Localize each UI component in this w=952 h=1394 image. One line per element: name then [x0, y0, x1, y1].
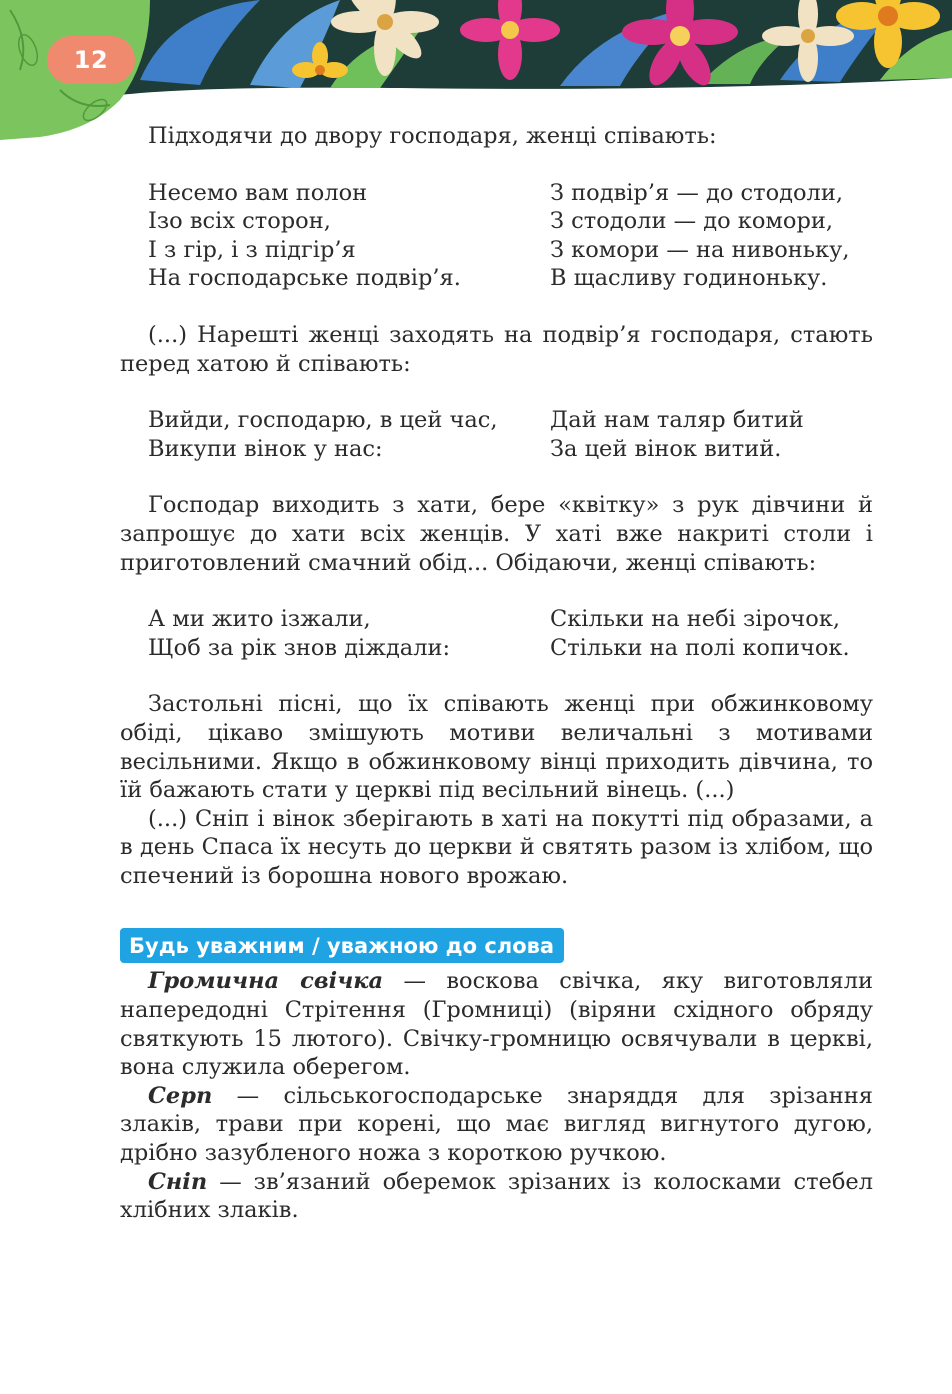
- vocabulary-definition: — воскова свічка, яку виготовляли напередодні Стрітення (Громниці) (віряни східного обряду святкують 15 лютого). Свічку-громницю освячували в церкві, вона служила оберегом.: [120, 968, 873, 1081]
- intro-paragraph: Підходячи до двору господаря, женці співають:: [148, 123, 717, 149]
- vocabulary-entry: [120, 967, 873, 1081]
- vocabulary-term: Громична свічка: [148, 968, 384, 995]
- verse-line: Стільки на полі копичок.: [550, 634, 850, 661]
- vocabulary-entry: [120, 1168, 873, 1225]
- verse-line: Вийди, господарю, в цей час,: [148, 407, 498, 434]
- flower-pattern-illustration: [0, 0, 952, 140]
- verse-line: З стодоли — до комори,: [550, 208, 834, 235]
- vocabulary-heading: Будь уважним / уважною до слова: [120, 928, 564, 963]
- verse-line: З комори — на нивоньку,: [550, 236, 850, 263]
- paragraph-2: (...) Нарешті женці заходять на подвір’я господаря, стають перед хатою й співають:: [120, 321, 873, 377]
- paragraph-4: Застольні пісні, що їх співають женці при обжинковому обіді, цікаво змішують мотиви величальні з мотивами весільними. Якщо в обжинковому вінці приходить дівчина, то їй бажають стати у церкві під весільний вінець. (...): [120, 691, 873, 804]
- verse-line: Скільки на небі зірочок,: [550, 606, 841, 633]
- verse-1-left-column: [148, 179, 550, 293]
- verse-2-right-column: [550, 406, 804, 463]
- verse-line: Ізо всіх сторон,: [148, 208, 331, 235]
- vocabulary-term: Сніп: [148, 1168, 208, 1195]
- verse-line: Щоб за рік знов діждали:: [148, 634, 451, 661]
- verse-line: На господарське подвір’я.: [148, 265, 461, 292]
- verse-3-right-column: [550, 605, 850, 662]
- paragraph-3: Господар виходить з хати, бере «квітку» з рук дівчини й запрошує до хати всіх женців. У хаті вже накриті столи і приготовлений смачний обід... Обідаючи, женці співають:: [120, 492, 873, 576]
- paragraph-5: (...) Сніп і вінок зберігають в хаті на покутті під образами, а в день Спаса їх несуть до церкви й святять разом із хлібом, що спечений із борошна нового врожаю.: [120, 805, 873, 889]
- song-verse-1: [148, 179, 873, 293]
- verse-line: Дай нам таляр битий: [550, 407, 804, 434]
- verse-line: Несемо вам полон: [148, 179, 368, 206]
- verse-line: За цей вінок витий.: [550, 435, 782, 462]
- vocabulary-definition: — зв’язаний оберемок зрізаних із колосками стебел хлібних злаків.: [120, 1168, 873, 1224]
- verse-line: З подвір’я — до стодоли,: [550, 179, 843, 206]
- verse-line: В щасливу годиноньку.: [550, 265, 828, 292]
- verse-line: І з гір, і з підгір’я: [148, 236, 356, 263]
- vocabulary-entry: [120, 1082, 873, 1168]
- song-verse-3: [148, 605, 873, 662]
- song-verse-2: [148, 406, 873, 463]
- verse-line: А ми жито ізжали,: [148, 606, 371, 633]
- floral-header-banner: [0, 0, 952, 140]
- verse-1-right-column: [550, 179, 850, 293]
- verse-line: Викупи вінок у нас:: [148, 435, 383, 462]
- verse-2-left-column: [148, 406, 550, 463]
- vocabulary-term: Серп: [148, 1082, 213, 1109]
- main-text: [120, 122, 873, 1225]
- page-number-badge: 12: [47, 36, 135, 84]
- vocabulary-definition: — сільськогосподарське знаряддя для зрізання злаків, трави при корені, що має вигляд вигнутого дугою, дрібно зазубленого ножа з короткою ручкою.: [120, 1082, 873, 1167]
- verse-3-left-column: [148, 605, 550, 662]
